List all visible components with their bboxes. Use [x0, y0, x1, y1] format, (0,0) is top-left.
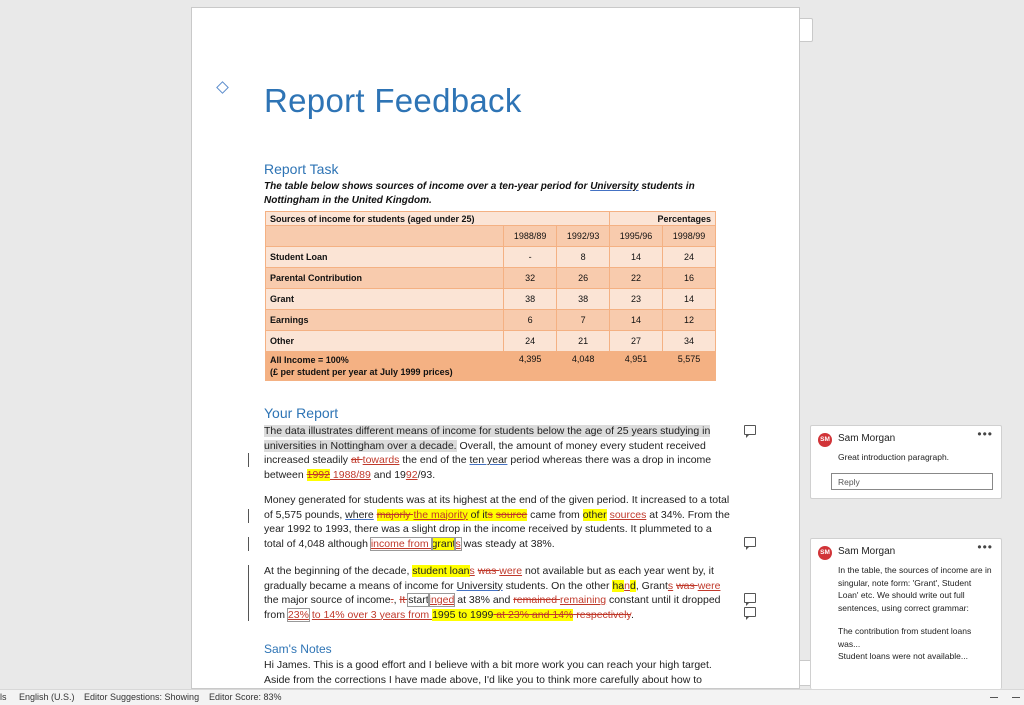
table-row: Grant 38 38 23 14: [266, 289, 716, 310]
income-table[interactable]: [265, 211, 716, 381]
notes-paragraph[interactable]: Hi James. This is a good effort and I believe with a bit more work you can reach your high target. Aside from the corrections I have made above, I'd like you to think more carefully about how to: [264, 659, 712, 686]
comment-icon[interactable]: [744, 537, 756, 547]
change-bar: [248, 565, 249, 621]
table-corner: [266, 226, 504, 247]
your-report-heading[interactable]: Your Report: [264, 405, 339, 421]
comment-icon[interactable]: [744, 607, 756, 617]
editor-suggestions-status[interactable]: Editor Suggestions: Showing: [84, 692, 200, 702]
comment-card[interactable]: [810, 538, 1002, 689]
table-total-row: All Income = 100% (£ per student per year at July 1999 prices) 4,395 4,048 4,951 5,575: [266, 352, 716, 381]
status-fragment[interactable]: ls: [0, 692, 7, 702]
task-description[interactable]: The table below shows sources of income over a ten-year period for University students in Nottingham in the United Kingdom.: [264, 181, 695, 206]
reply-input[interactable]: Reply: [831, 473, 993, 490]
table-row: Student Loan - 8 14 24: [266, 247, 716, 268]
page-side-tab: [800, 18, 813, 42]
report-paragraph-3[interactable]: At the beginning of the decade, student loans was were not available but as each year went by, it gradually became a means of income for University students. On the other hand, Grants was were the major source of income., It startinged at 38% and remained remaining constant until it dropped from 23% to 14% over 3 years from 1995 to 1999 at 23% and 14% respectively.: [264, 565, 721, 621]
sams-notes-heading[interactable]: Sam's Notes: [264, 642, 332, 656]
document-page[interactable]: [191, 7, 800, 689]
change-bar: [248, 453, 249, 467]
table-header-right: Percentages: [610, 212, 716, 226]
comment-author: Sam Morgan: [838, 546, 896, 557]
change-bar: [248, 537, 249, 551]
more-options-icon[interactable]: •••: [977, 540, 993, 554]
comment-icon[interactable]: [744, 593, 756, 603]
table-row: Other 24 21 27 34: [266, 331, 716, 352]
zoom-slider-icon[interactable]: [1012, 697, 1020, 698]
table-row: Parental Contribution 32 26 22 16: [266, 268, 716, 289]
comment-text: Great introduction paragraph.: [838, 452, 950, 462]
comment-author: Sam Morgan: [838, 433, 896, 444]
language-status[interactable]: English (U.S.): [19, 692, 75, 702]
zoom-out-icon[interactable]: [990, 697, 998, 698]
document-title[interactable]: Report Feedback: [264, 82, 522, 119]
year-header: 1992/93: [557, 226, 610, 247]
year-header: 1995/96: [610, 226, 663, 247]
status-bar: [0, 689, 1024, 705]
year-header: 1998/99: [663, 226, 716, 247]
editor-score-status[interactable]: Editor Score: 83%: [209, 692, 282, 702]
year-header: 1988/89: [504, 226, 557, 247]
report-task-heading[interactable]: Report Task: [264, 161, 339, 177]
table-header-left: Sources of income for students (aged under 25): [266, 212, 610, 226]
report-paragraph-1[interactable]: The data illustrates different means of income for students below the age of 25 years studying in universities in Nottingham over a decade. Overall, the amount of money every student received increased steadily at towards the end of the ten year period whereas there was a drop in income between 1992 1988/89 and 1992/93.: [264, 425, 712, 481]
comment-card[interactable]: [810, 425, 1002, 499]
table-row: Earnings 6 7 14 12: [266, 310, 716, 331]
avatar: SM: [818, 546, 832, 560]
avatar: SM: [818, 433, 832, 447]
comment-text: In the table, the sources of income are in singular, note form: 'Grant', Student Loan' etc. We should write out full sentences, using correct grammar: The contribution from student loans was... Student loans were not available...: [838, 565, 992, 661]
report-paragraph-2[interactable]: Money generated for students was at its highest at the end of the given period. It increased to a total of 5,575 pounds, where majorly the majority of its source came from other sources at 34%. From the year 1992 to 1993, there was a slight drop in the income received by students. It plummeted to a total of 4,048 although income from grants was steady at 38%.: [264, 494, 730, 550]
change-bar: [248, 509, 249, 523]
comment-icon[interactable]: [744, 425, 756, 435]
more-options-icon[interactable]: •••: [977, 427, 993, 441]
